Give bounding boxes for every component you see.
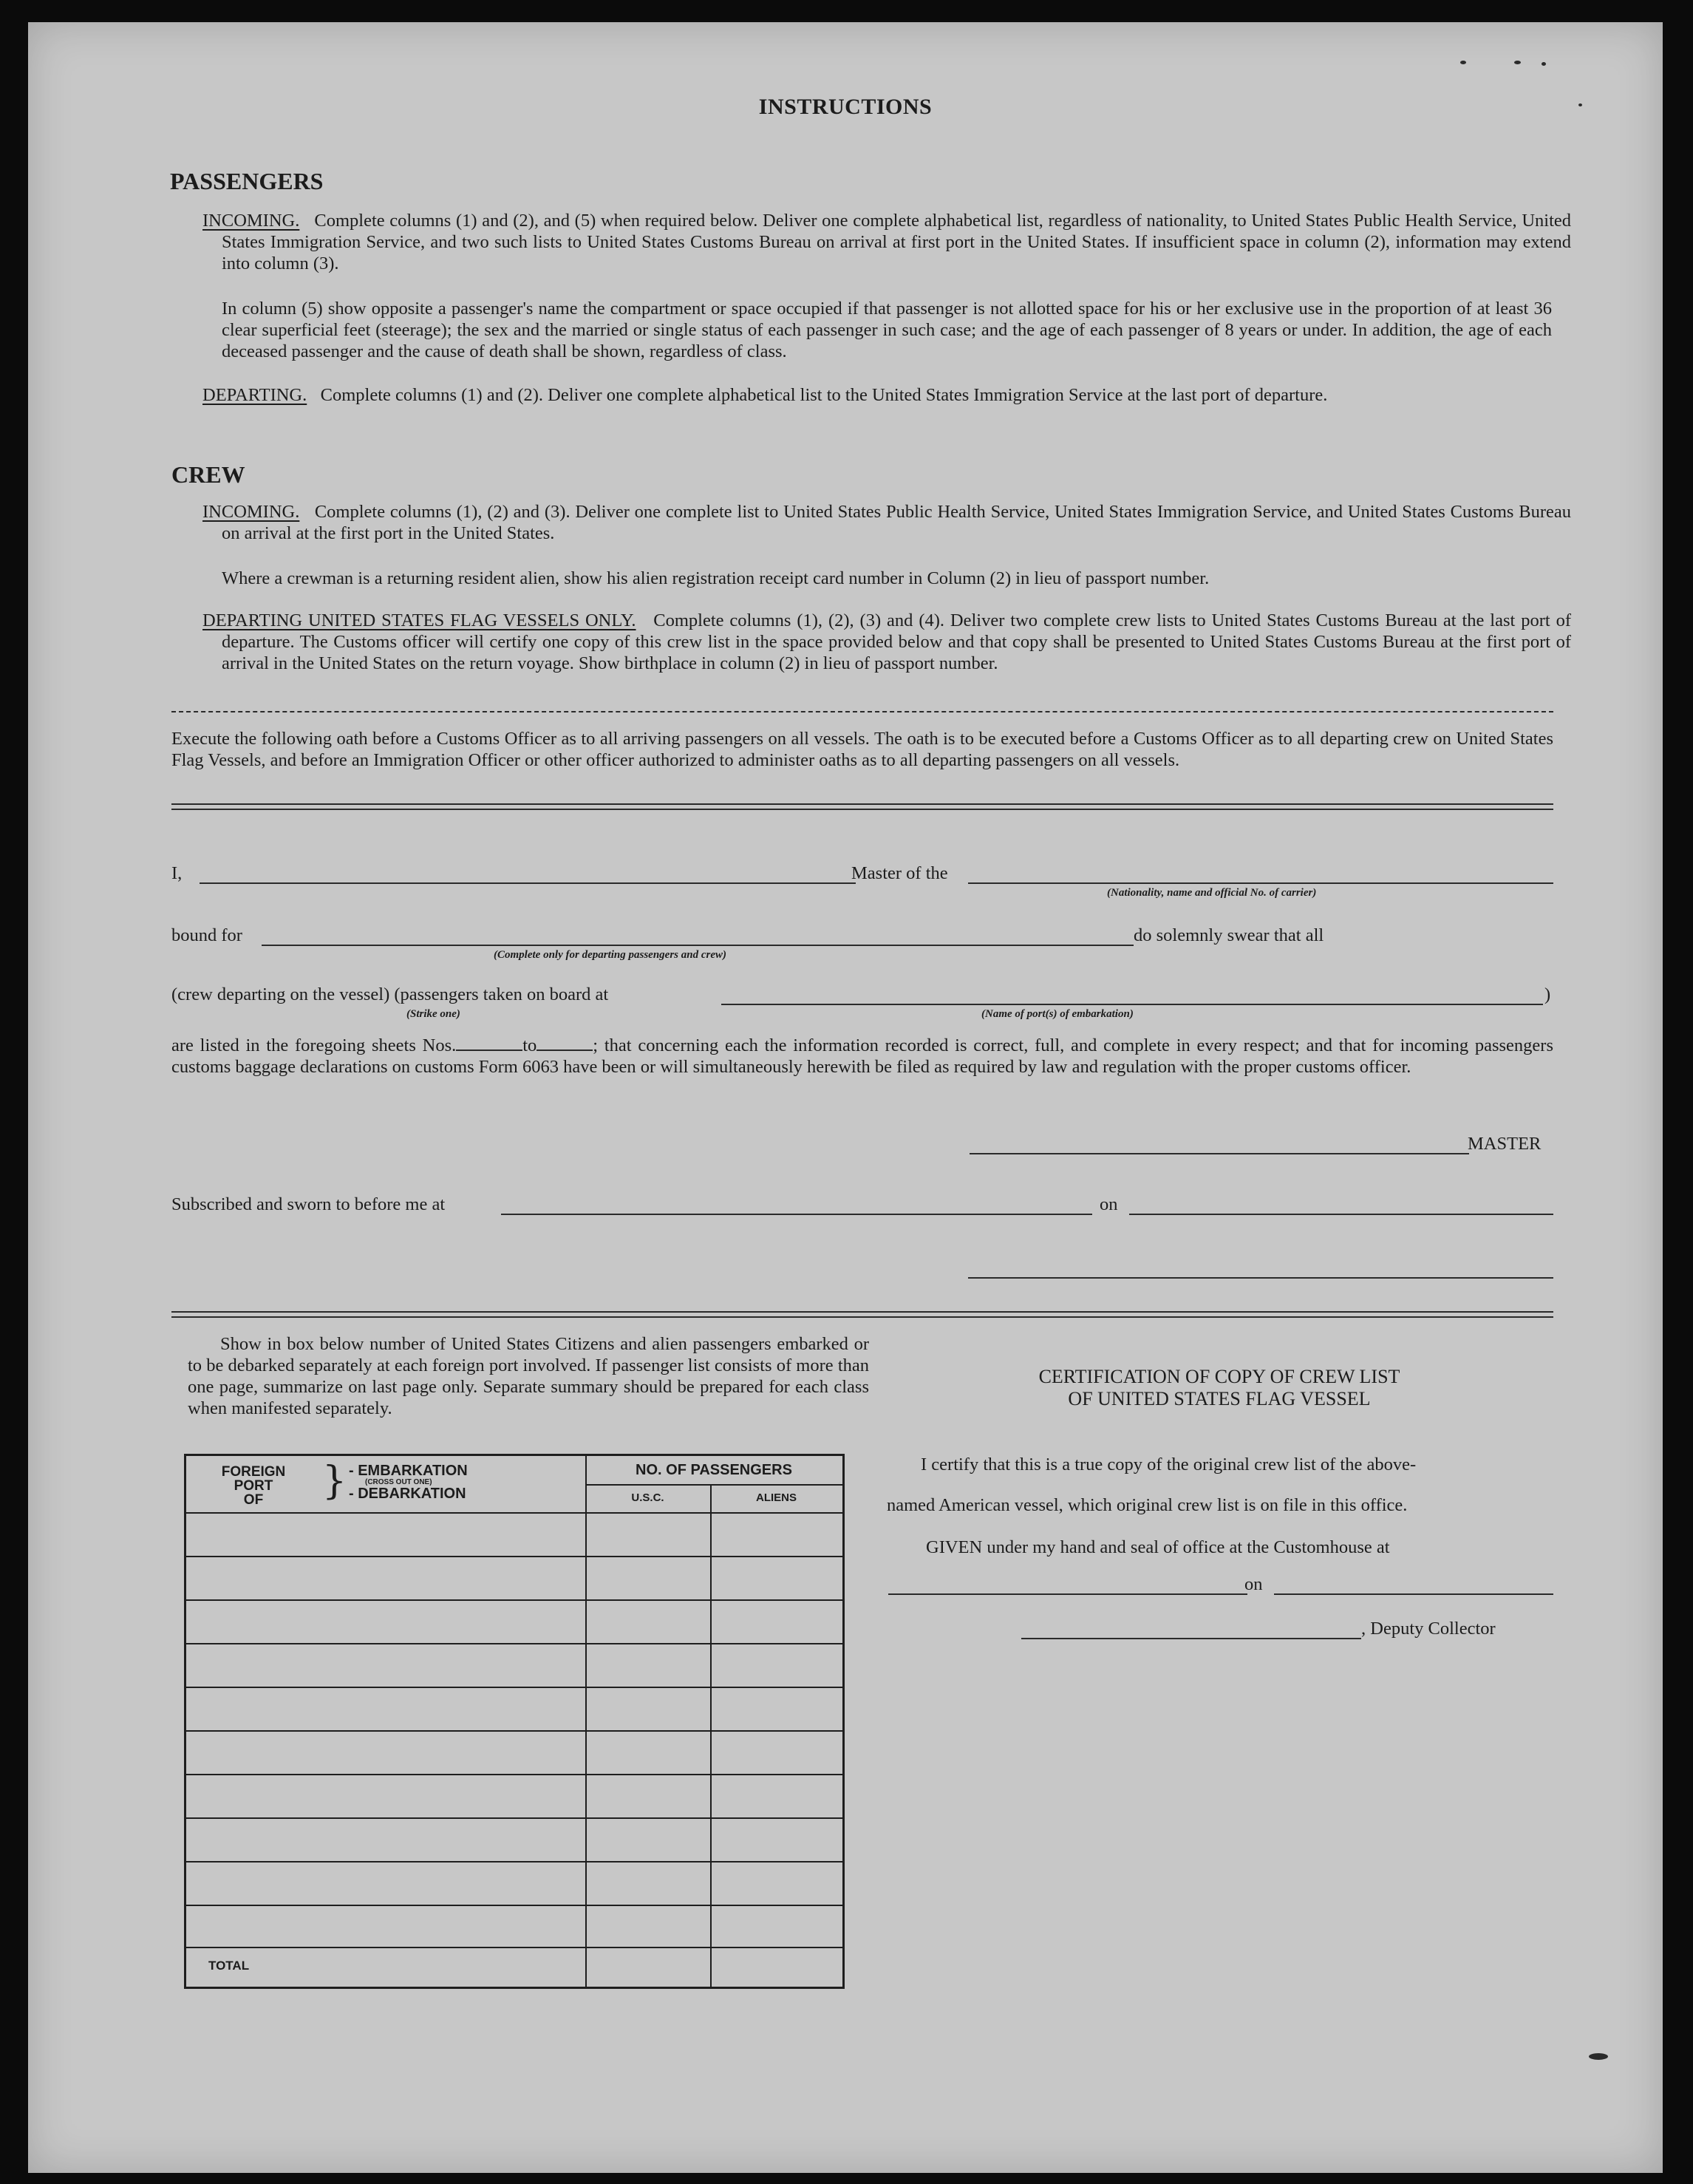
close-paren: ) xyxy=(1544,984,1551,1004)
certify-line-2: named American vessel, which original crew list is on file in this office. xyxy=(887,1495,1408,1515)
table-row-line xyxy=(186,1599,842,1601)
port-word: PORT xyxy=(234,1478,273,1494)
double-rule-2-bottom xyxy=(171,1316,1553,1318)
passengers-incoming-label: INCOMING. xyxy=(202,211,300,231)
foreign-port-header xyxy=(205,1465,302,1507)
col-divider-2 xyxy=(710,1484,712,1987)
customhouse-place-line[interactable] xyxy=(888,1593,1247,1595)
crew-incoming xyxy=(202,501,1571,544)
table-row-line xyxy=(186,1643,842,1644)
table-row-line xyxy=(186,1774,842,1775)
document-page xyxy=(28,22,1663,2173)
listed-c: that for incoming passengers customs baggage declarations on customs Form 6063 have been or will simultaneously herewith be filed as required by law and regulation with the proper customs officer. xyxy=(171,1035,1554,1077)
scan-speck xyxy=(1542,62,1546,66)
sworn-on-label: on xyxy=(1100,1194,1118,1214)
passengers-departing-text: Complete columns (1) and (2). Deliver one complete alphabetical list to the United States Immigration Service at the last port of departure. xyxy=(320,385,1328,405)
embarkation-header xyxy=(349,1463,468,1501)
deputy-signature-line[interactable] xyxy=(1021,1638,1361,1639)
double-rule-top xyxy=(171,803,1553,805)
officer-signature-line[interactable] xyxy=(968,1277,1553,1279)
passengers-incoming xyxy=(202,210,1571,274)
certify-line-1: I certify that this is a true copy of the original crew list of the above- xyxy=(921,1455,1417,1474)
crew-departing-text: Complete columns (1), (2), (3) and (4). Deliver two complete crew lists to United States Customs Bureau at the last port of departure. The Customs officer will certify one copy of this crew list in the space provided below and that copy shall be presented to United States Customs Bureau at the first port of arrival in the United States on the return voyage. Show birthplace in column (2) in lieu of passport number. xyxy=(222,610,1571,673)
subscribed-label: Subscribed and sworn to before me at xyxy=(171,1194,446,1214)
passenger-summary-table xyxy=(184,1454,845,1989)
section-divider xyxy=(171,711,1553,712)
total-label: TOTAL xyxy=(208,1959,250,1973)
header-bottom-line xyxy=(186,1512,842,1514)
sworn-place-line[interactable] xyxy=(501,1214,1092,1215)
passengers-column5-text: In column (5) show opposite a passenger's name the compartment or space occupied if that passenger is not allotted space for his or her exclusive use in the proportion of at least 36 clear superficial feet (steerage); the sex and the married or single status of each passenger in such case; and the age of each passenger of 8 years or under. In addition, the age of each deceased passenger and the cause of death shall be shown, regardless of class. xyxy=(222,299,1552,361)
scan-speck xyxy=(1460,61,1466,64)
of-word: OF xyxy=(243,1492,264,1508)
crew-departing-label: (crew departing on the vessel) (passengers taken on board at xyxy=(171,984,609,1004)
summary-instructions: Show in box below number of United States Citizens and alien passengers embarked or to be debarked separately at each foreign port involved. If passenger list consists of more than one page, summarize on last page only. Separate summary should be prepared for each class when manifested separately. xyxy=(188,1334,869,1418)
table-row-line xyxy=(186,1687,842,1688)
usc-header: U.S.C. xyxy=(631,1491,664,1504)
oath-i-label: I, xyxy=(171,863,183,883)
vessel-name-line[interactable] xyxy=(968,882,1553,884)
master-name-line[interactable] xyxy=(200,882,856,884)
total-row-line xyxy=(186,1947,842,1948)
debarkation-label: - DEBARKATION xyxy=(349,1486,466,1502)
passengers-departing xyxy=(202,384,1571,406)
port-hint: (Name of port(s) of embarkation) xyxy=(981,1008,1134,1020)
scan-speck xyxy=(1514,61,1521,64)
scan-speck xyxy=(1589,2053,1608,2060)
sheet-to-line[interactable] xyxy=(536,1036,593,1051)
table-row-line xyxy=(186,1905,842,1906)
double-rule-2-top xyxy=(171,1311,1553,1313)
bound-for-line[interactable] xyxy=(262,945,1134,946)
sheet-from-line[interactable] xyxy=(456,1036,522,1051)
master-of-label: Master of the xyxy=(851,863,948,883)
crew-incoming-text: Complete columns (1), (2) and (3). Deliver one complete list to United States Public Health Service, United States Immigration Service, and United States Customs Bureau on arrival at the first port in the United States. xyxy=(222,502,1571,543)
double-rule-bottom xyxy=(171,809,1553,810)
table-row-line xyxy=(186,1817,842,1819)
header-split-line xyxy=(585,1484,842,1486)
passengers-departing-label: DEPARTING. xyxy=(202,385,307,405)
table-row-line xyxy=(186,1861,842,1862)
col-divider-1 xyxy=(585,1456,587,1987)
passengers-heading: PASSENGERS xyxy=(170,168,324,194)
brace-glyph: } xyxy=(322,1459,347,1503)
embarkation-port-line[interactable] xyxy=(721,1004,1543,1005)
table-row-line xyxy=(186,1556,842,1557)
swear-label: do solemnly swear that all xyxy=(1134,925,1324,945)
nationality-hint: (Nationality, name and official No. of carrier) xyxy=(1107,887,1317,899)
table-row-line xyxy=(186,1730,842,1732)
certification-heading-2: OF UNITED STATES FLAG VESSEL xyxy=(1068,1388,1371,1409)
crew-heading: CREW xyxy=(171,461,245,488)
page-title: INSTRUCTIONS xyxy=(758,95,933,119)
crew-departing-label: DEPARTING UNITED STATES FLAG VESSELS ONLY. xyxy=(202,610,636,630)
scan-speck xyxy=(1578,103,1582,106)
foreign-word: FOREIGN xyxy=(221,1464,286,1480)
deputy-collector-label: , Deputy Collector xyxy=(1361,1619,1496,1639)
oath-intro: Execute the following oath before a Customs Officer as to all arriving passengers on all vessels. The oath is to be executed before a Customs Officer as to all departing crew on United States Flag Vessels, and before an Immigration Officer or other officer authorized to administer oaths as to all departing passengers on all vessels. xyxy=(171,729,1553,770)
listed-to: to xyxy=(522,1035,537,1055)
cross-out-label: (CROSS OUT ONE) xyxy=(365,1478,432,1486)
crew-incoming-label: INCOMING. xyxy=(202,502,300,522)
certify-date-line[interactable] xyxy=(1274,1593,1553,1595)
aliens-header: ALIENS xyxy=(755,1491,797,1504)
sworn-date-line[interactable] xyxy=(1129,1214,1553,1215)
master-label: MASTER xyxy=(1468,1134,1542,1154)
master-signature-line[interactable] xyxy=(970,1153,1469,1154)
bound-for-label: bound for xyxy=(171,925,242,945)
embarkation-label: - EMBARKATION xyxy=(349,1463,468,1479)
listed-b: ; that concerning each the information recorded is correct, full, and complete in every respect; and xyxy=(593,1035,1332,1055)
listed-a: are listed in the foregoing sheets Nos. xyxy=(171,1035,457,1055)
certify-line-3: GIVEN under my hand and seal of office at the Customhouse at xyxy=(926,1537,1390,1557)
certification-heading-1: CERTIFICATION OF COPY OF CREW LIST xyxy=(1038,1366,1400,1387)
passengers-incoming-text: Complete columns (1) and (2), and (5) when required below. Deliver one complete alphabetical list, regardless of nationality, to United States Public Health Service, United States Immigration Service, and two such lists to United States Customs Bureau on arrival at first port in the United States. If insufficient space in column (2), information may extend into column (3). xyxy=(222,211,1571,273)
strike-one-hint: (Strike one) xyxy=(406,1008,460,1020)
listed-paragraph xyxy=(171,1035,1553,1078)
crew-departing xyxy=(202,610,1571,674)
no-passengers-header: NO. OF PASSENGERS xyxy=(636,1462,792,1478)
crew-resident-text: Where a crewman is a returning resident alien, show his alien registration receipt card number in Column (2) in lieu of passport number. xyxy=(222,568,1210,588)
certify-on-label: on xyxy=(1244,1574,1263,1594)
departing-hint: (Complete only for departing passengers and crew) xyxy=(494,949,726,961)
certification-heading xyxy=(885,1366,1553,1410)
